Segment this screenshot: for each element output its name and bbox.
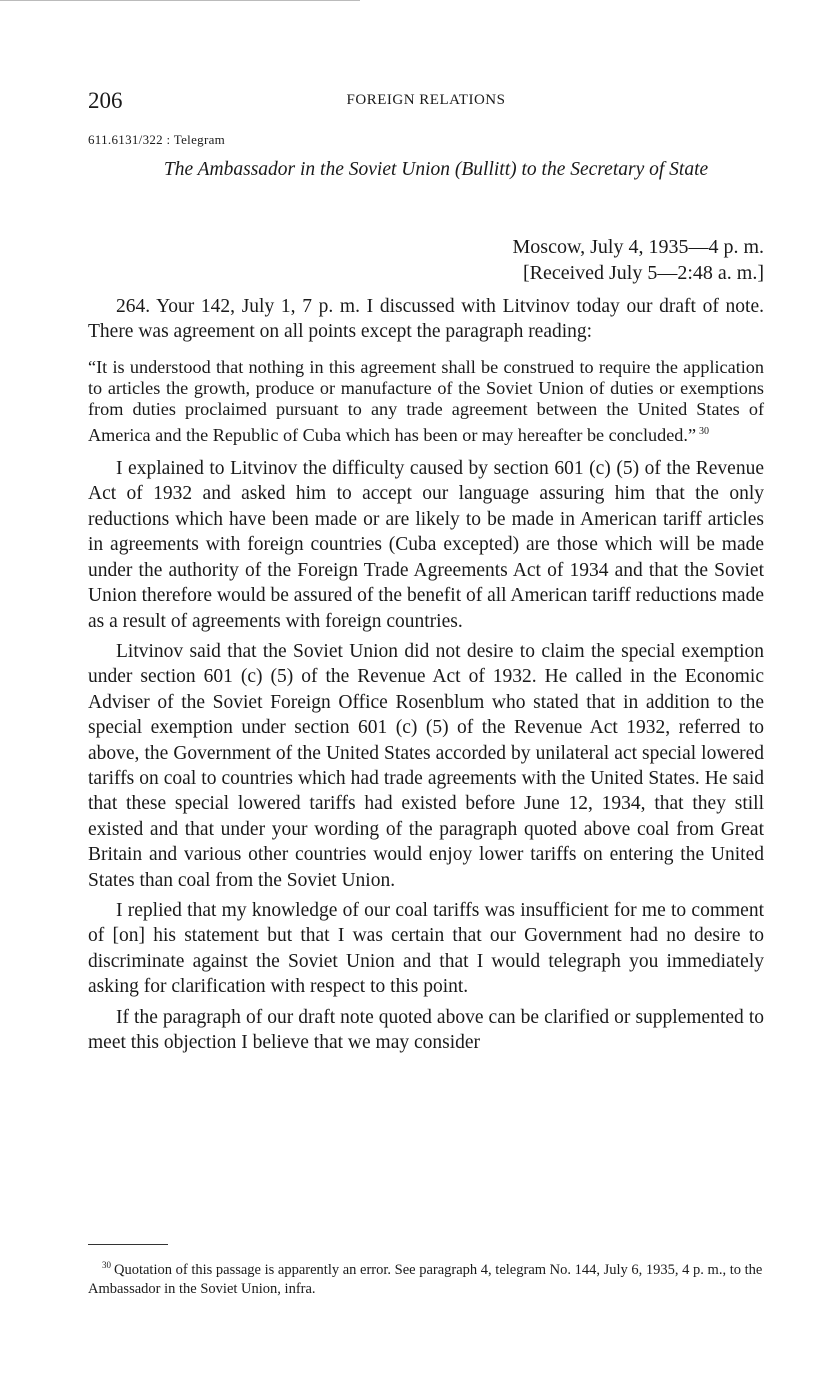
footnote bbox=[88, 1256, 764, 1299]
top-rule bbox=[0, 0, 360, 1]
file-reference: 611.6131/322 : Telegram bbox=[88, 132, 226, 147]
quote-text: “It is understood that nothing in this agreement shall be construed to require the application to articles the growth, produce or manufacture of the Soviet Union of duties or exemptions from duties proclaimed pursuant to any trade agreement between the United States of America and the Republic of Cuba which has been or may hereafter be concluded.” bbox=[88, 356, 764, 445]
telegram-body bbox=[88, 294, 764, 1060]
page-number: 206 bbox=[88, 88, 123, 113]
dateline bbox=[513, 234, 764, 286]
document-title: The Ambassador in the Soviet Union (Bullitt) to the Secretary of State bbox=[163, 159, 709, 180]
dateline-place-date: Moscow, July 4, 1935—4 p. m. bbox=[512, 236, 764, 258]
paragraph-2: I explained to Litvinov the difficulty caused by section 601 (c) (5) of the Revenue Act of 1932 and asked him to accept our language assuring him that the only reductions which have been made or are likely to be made in American tariff articles in agreements with foreign countries (Cuba excepted) are those which will be made under the authority of the Foreign Trade Agreements Act of 1934 and that the Soviet Union therefore would be assured of the benefit of all American tariff reductions made as a result of agreements with foreign countries. bbox=[88, 458, 764, 632]
footnote-mark: 30 bbox=[102, 1260, 111, 1270]
paragraph-5: If the paragraph of our draft note quoted above can be clarified or supplemented to meet this objection I believe that we may consider bbox=[88, 1006, 764, 1053]
dateline-received: [Received July 5—2:48 a. m.] bbox=[522, 262, 764, 284]
footnote-reference: 30 bbox=[699, 425, 710, 437]
footnote-rule bbox=[88, 1244, 168, 1245]
footnote-text: Quotation of this passage is apparently an error. See paragraph 4, telegram No. 144, July 6, 1935, 4 p. m., to the Ambassador in the Soviet Union, infra. bbox=[88, 1261, 763, 1297]
running-head: FOREIGN RELATIONS bbox=[346, 92, 506, 108]
page-header bbox=[88, 88, 764, 116]
quoted-paragraph bbox=[88, 357, 764, 446]
paragraph-4: I replied that my knowledge of our coal tariffs was insufficient for me to comment of [on] his statement but that I was certain that our Government had no desire to discriminate against the Soviet Union and that I would telegraph you immediately asking for clarification with respect to this point. bbox=[88, 899, 764, 998]
paragraph-1: 264. Your 142, July 1, 7 p. m. I discussed with Litvinov today our draft of note. There was agreement on all points except the paragraph reading: bbox=[88, 296, 764, 343]
paragraph-3: Litvinov said that the Soviet Union did not desire to claim the special exemption under section 601 (c) (5) of the Revenue Act of 1932. He called in the Economic Adviser of the Soviet Foreign Office Rosenblum who stated that in addition to the special exemption under section 601 (c) (5) of the Revenue Act 1932, referred to above, the Government of the United States accorded by unilateral act special lowered tariffs on coal to countries which had trade agreements with the United States. He said that these special lowered tariffs had existed before June 12, 1934, that they still existed and that under your wording of the paragraph quoted above coal from Great Britain and various other countries would enjoy lower tariffs on entering the United States than coal from the Soviet Union. bbox=[88, 640, 764, 891]
